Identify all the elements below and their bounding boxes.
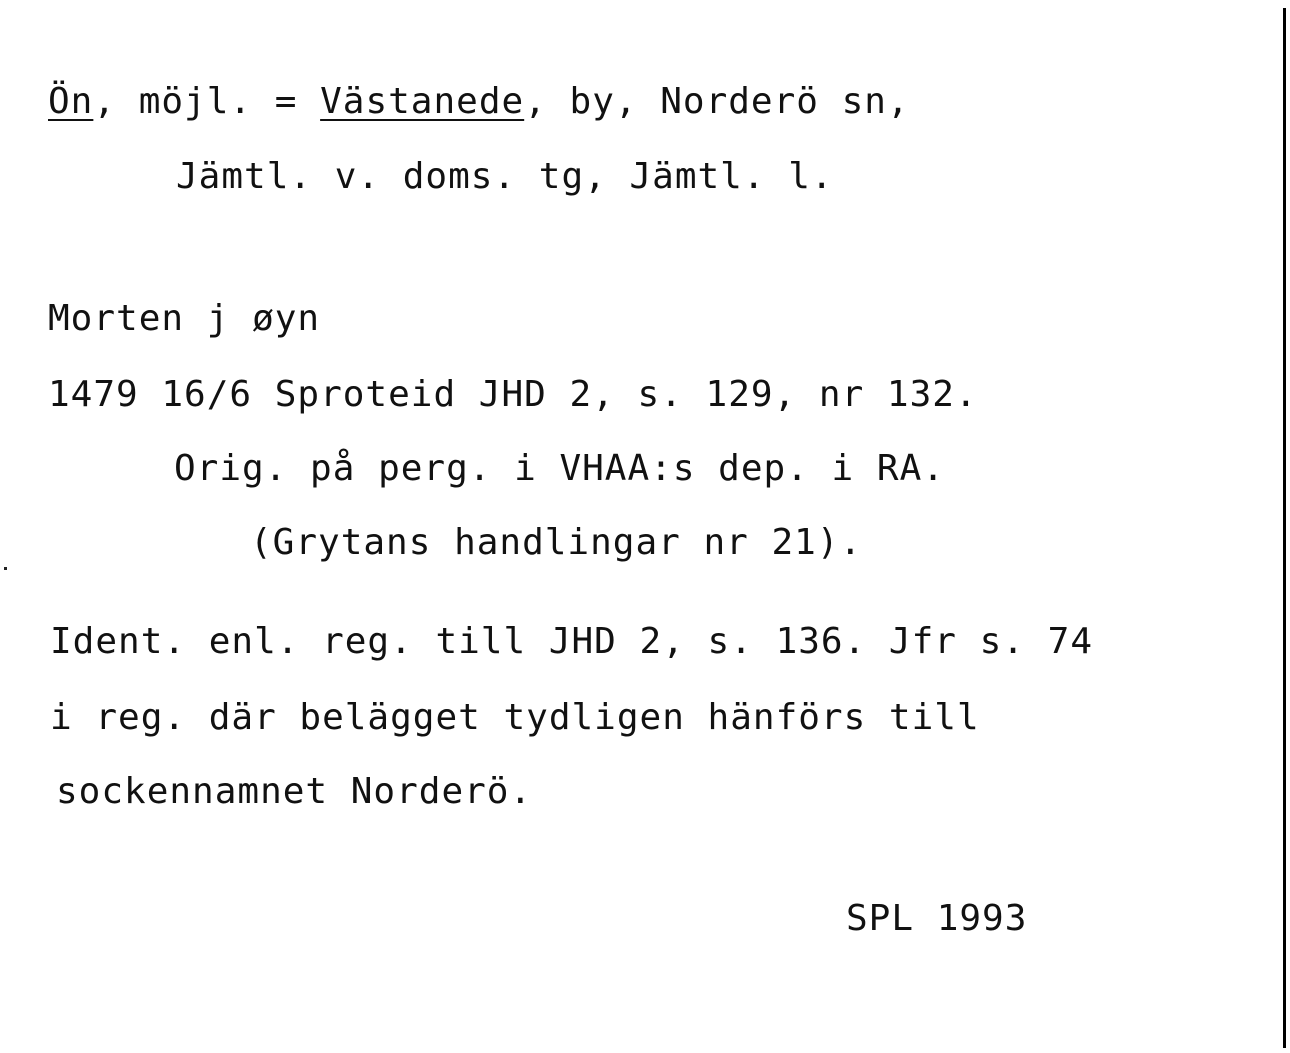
identification-line-3: sockennamnet Norderö. [56,771,533,812]
place-name: Västanede [320,81,525,122]
identification-line-2: i reg. där belägget tydligen hänförs till [50,697,980,738]
headword: Ön [48,81,94,122]
heading-line-2: Jämtl. v. doms. tg, Jämtl. l. [176,156,834,197]
signature: SPL 1993 [846,898,1028,939]
scan-speck [4,567,7,570]
citation-form: Morten j øyn [48,298,321,339]
identification-line-1: Ident. enl. reg. till JHD 2, s. 136. Jfr s. 74 [50,621,1093,662]
heading-separator: , möjl. = [93,81,321,122]
citation-collection: (Grytans handlingar nr 21). [250,522,863,563]
citation-original: Orig. på perg. i VHAA:s dep. i RA. [174,448,945,489]
heading-location: , by, Norderö sn, [524,81,910,122]
citation-source: 1479 16/6 Sproteid JHD 2, s. 129, nr 132. [48,374,978,415]
heading-line-1 [48,80,910,124]
card-right-edge [1283,8,1286,1048]
